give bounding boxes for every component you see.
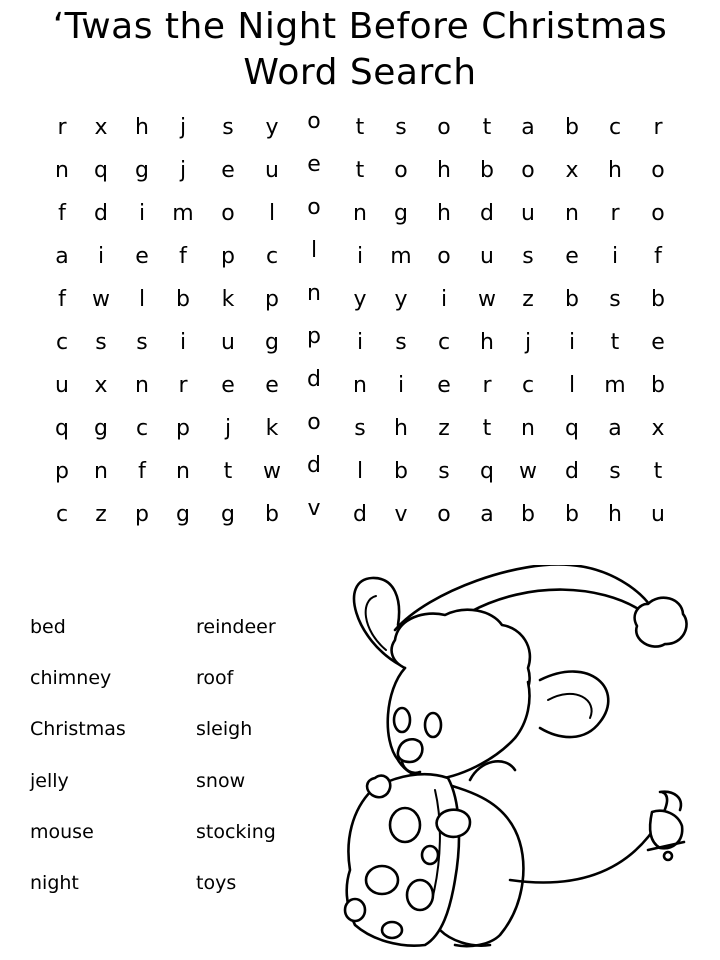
grid-letter: w [92, 287, 110, 312]
grid-letter: s [609, 459, 621, 484]
grid-letter: o [307, 109, 321, 134]
grid-letter: a [55, 244, 69, 269]
grid-letter: x [565, 158, 579, 183]
grid-letter: j [179, 115, 187, 140]
grid-letter: n [94, 459, 108, 484]
grid-letter: e [307, 152, 321, 177]
grid-letter: r [178, 373, 188, 398]
grid-letter: d [480, 201, 494, 226]
grid-letter: b [265, 502, 279, 527]
grid-letter: f [138, 459, 146, 484]
grid-letter: q [565, 416, 579, 441]
grid-letter: i [356, 244, 364, 269]
grid-letter: g [176, 502, 190, 527]
grid-letter: i [97, 244, 105, 269]
grid-letter: y [265, 115, 279, 140]
grid-letter: y [353, 287, 367, 312]
grid-letter: s [95, 330, 107, 355]
grid-letter: c [135, 416, 149, 441]
grid-letter: n [55, 158, 69, 183]
grid-letter: f [58, 201, 66, 226]
grid-letter: y [394, 287, 408, 312]
grid-letter: n [353, 201, 367, 226]
grid-letter: r [482, 373, 492, 398]
grid-letter: a [608, 416, 622, 441]
grid-letter: o [651, 201, 665, 226]
grid-letter: d [565, 459, 579, 484]
grid-letter: g [265, 330, 279, 355]
grid-letter: t [355, 158, 365, 183]
grid-letter: q [480, 459, 494, 484]
grid-letter: e [265, 373, 279, 398]
grid-letter: s [395, 330, 407, 355]
grid-letter: i [397, 373, 405, 398]
grid-letter: b [480, 158, 494, 183]
grid-letter: v [307, 496, 321, 521]
grid-letter: u [221, 330, 235, 355]
grid-letter: x [94, 373, 108, 398]
grid-letter: r [653, 115, 663, 140]
grid-letter: d [307, 453, 321, 478]
grid-letter: b [651, 287, 665, 312]
grid-letter: m [172, 201, 194, 226]
grid-letter: s [609, 287, 621, 312]
grid-letter: u [480, 244, 494, 269]
grid-letter: q [55, 416, 69, 441]
word-item: stocking [196, 820, 276, 843]
grid-letter: z [522, 287, 534, 312]
grid-letter: e [437, 373, 451, 398]
grid-letter: g [221, 502, 235, 527]
grid-letter: i [611, 244, 619, 269]
grid-letter: z [95, 502, 107, 527]
christmas-mouse-illustration [330, 565, 700, 950]
grid-letter: t [653, 459, 663, 484]
grid-letter: b [394, 459, 408, 484]
grid-letter: e [135, 244, 149, 269]
grid-letter: w [263, 459, 281, 484]
grid-letter: o [307, 410, 321, 435]
title-line-2: Word Search [243, 52, 477, 93]
grid-letter: m [604, 373, 626, 398]
grid-letter: c [265, 244, 279, 269]
grid-letter: t [482, 115, 492, 140]
grid-letter: h [394, 416, 408, 441]
grid-letter: j [524, 330, 532, 355]
grid-letter: m [390, 244, 412, 269]
grid-letter: t [610, 330, 620, 355]
word-item: mouse [30, 820, 94, 843]
grid-letter: h [135, 115, 149, 140]
grid-letter: l [268, 201, 276, 226]
grid-letter: p [55, 459, 69, 484]
grid-letter: z [438, 416, 450, 441]
grid-letter: o [521, 158, 535, 183]
grid-letter: q [94, 158, 108, 183]
grid-letter: s [438, 459, 450, 484]
grid-letter: c [55, 330, 69, 355]
grid-letter: x [94, 115, 108, 140]
grid-letter: c [608, 115, 622, 140]
grid-letter: f [179, 244, 187, 269]
grid-letter: s [222, 115, 234, 140]
grid-letter: i [179, 330, 187, 355]
word-item: roof [196, 667, 234, 690]
grid-letter: n [521, 416, 535, 441]
grid-letter: e [565, 244, 579, 269]
grid-letter: s [395, 115, 407, 140]
grid-letter: l [356, 459, 364, 484]
grid-letter: h [608, 502, 622, 527]
word-item: snow [196, 769, 246, 792]
grid-letter: h [608, 158, 622, 183]
grid-letter: g [394, 201, 408, 226]
grid-letter: l [138, 287, 146, 312]
grid-letter: l [568, 373, 576, 398]
grid-letter: c [521, 373, 535, 398]
grid-letter: b [565, 502, 579, 527]
grid-letter: u [651, 502, 665, 527]
word-item: toys [196, 871, 237, 894]
grid-letter: v [394, 502, 408, 527]
grid-letter: o [437, 115, 451, 140]
word-item: sleigh [196, 718, 253, 741]
grid-letter: e [221, 158, 235, 183]
grid-letter: d [307, 367, 321, 392]
grid-letter: e [651, 330, 665, 355]
grid-letter: i [356, 330, 364, 355]
grid-letter: p [265, 287, 279, 312]
word-item: jelly [30, 769, 69, 792]
grid-letter: n [565, 201, 579, 226]
grid-letter: s [522, 244, 534, 269]
grid-letter: t [482, 416, 492, 441]
grid-letter: k [221, 287, 235, 312]
grid-letter: t [355, 115, 365, 140]
grid-letter: p [176, 416, 190, 441]
grid-letter: b [565, 115, 579, 140]
grid-letter: a [521, 115, 535, 140]
grid-letter: j [179, 158, 187, 183]
grid-letter: o [437, 502, 451, 527]
word-item: chimney [30, 667, 112, 690]
grid-letter: u [521, 201, 535, 226]
grid-letter: n [353, 373, 367, 398]
word-item: reindeer [196, 616, 276, 638]
grid-letter: r [57, 115, 67, 140]
grid-letter: o [307, 195, 321, 220]
grid-letter: p [135, 502, 149, 527]
grid-letter: i [138, 201, 146, 226]
grid-letter: j [224, 416, 232, 441]
grid-letter: p [221, 244, 235, 269]
word-item: Christmas [30, 718, 126, 741]
grid-letter: g [135, 158, 149, 183]
grid-letter: p [307, 324, 321, 349]
grid-letter: o [437, 244, 451, 269]
grid-letter: b [651, 373, 665, 398]
grid-letter: r [610, 201, 620, 226]
grid-letter: d [353, 502, 367, 527]
grid-letter: g [94, 416, 108, 441]
grid-letter: x [651, 416, 665, 441]
grid-letter: o [394, 158, 408, 183]
grid-letter: o [651, 158, 665, 183]
grid-letter: s [354, 416, 366, 441]
grid-letter: l [310, 238, 318, 263]
grid-letter: o [221, 201, 235, 226]
word-item: bed [30, 616, 66, 638]
grid-letter: b [565, 287, 579, 312]
grid-letter: i [568, 330, 576, 355]
grid-letter: w [478, 287, 496, 312]
grid-letter: s [136, 330, 148, 355]
grid-letter: n [307, 281, 321, 306]
grid-letter: w [519, 459, 537, 484]
word-list-right [196, 612, 276, 919]
grid-letter: f [58, 287, 66, 312]
grid-letter: h [480, 330, 494, 355]
title-line-1: ‘Twas the Night Before Christmas [52, 6, 668, 47]
grid-letter: a [480, 502, 494, 527]
grid-letter: e [221, 373, 235, 398]
grid-letter: d [94, 201, 108, 226]
grid-letter: c [55, 502, 69, 527]
grid-letter: n [135, 373, 149, 398]
grid-letter: u [265, 158, 279, 183]
grid-letter: h [437, 201, 451, 226]
word-item: night [30, 871, 79, 894]
grid-letter: k [265, 416, 279, 441]
grid-letter: u [55, 373, 69, 398]
grid-letter: b [521, 502, 535, 527]
grid-letter: b [176, 287, 190, 312]
grid-letter: f [654, 244, 662, 269]
grid-letter: h [437, 158, 451, 183]
grid-letter: t [223, 459, 233, 484]
grid-letter: n [176, 459, 190, 484]
grid-letter: i [440, 287, 448, 312]
grid-letter: c [437, 330, 451, 355]
word-list-left [30, 612, 126, 919]
